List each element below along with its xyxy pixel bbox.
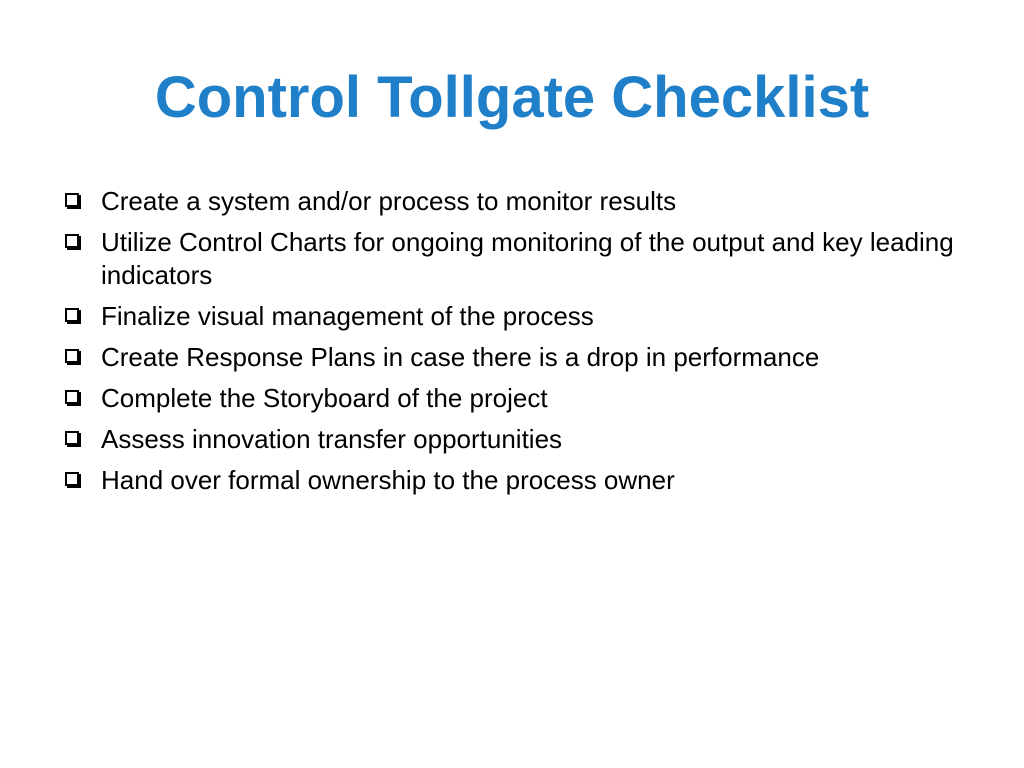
checkbox-icon bbox=[65, 349, 79, 363]
checklist bbox=[63, 185, 963, 505]
checklist-item-text: Assess innovation transfer opportunities bbox=[101, 424, 563, 454]
checklist-item-text: Hand over formal ownership to the process owner bbox=[101, 465, 675, 495]
checklist-item-text: Create a system and/or process to monitor results bbox=[101, 186, 677, 216]
checklist-item bbox=[63, 226, 963, 292]
checkbox-icon bbox=[65, 193, 79, 207]
checkbox-icon bbox=[65, 234, 79, 248]
checklist-item bbox=[63, 423, 963, 456]
checklist-item-text: Utilize Control Charts for ongoing monitoring of the output and key leading indicators bbox=[101, 227, 954, 290]
slide-title: Control Tollgate Checklist bbox=[154, 65, 870, 130]
checklist-item-text: Create Response Plans in case there is a drop in performance bbox=[101, 342, 820, 372]
checkbox-icon bbox=[65, 472, 79, 486]
checklist-item bbox=[63, 382, 963, 415]
checkbox-icon bbox=[65, 308, 79, 322]
checklist-item-text: Complete the Storyboard of the project bbox=[101, 383, 548, 413]
checkbox-icon bbox=[65, 390, 79, 404]
checklist-item bbox=[63, 300, 963, 333]
checkbox-icon bbox=[65, 431, 79, 445]
checklist-item bbox=[63, 464, 963, 497]
checklist-item bbox=[63, 185, 963, 218]
checklist-item-text: Finalize visual management of the process bbox=[101, 301, 594, 331]
checklist-item bbox=[63, 341, 963, 374]
